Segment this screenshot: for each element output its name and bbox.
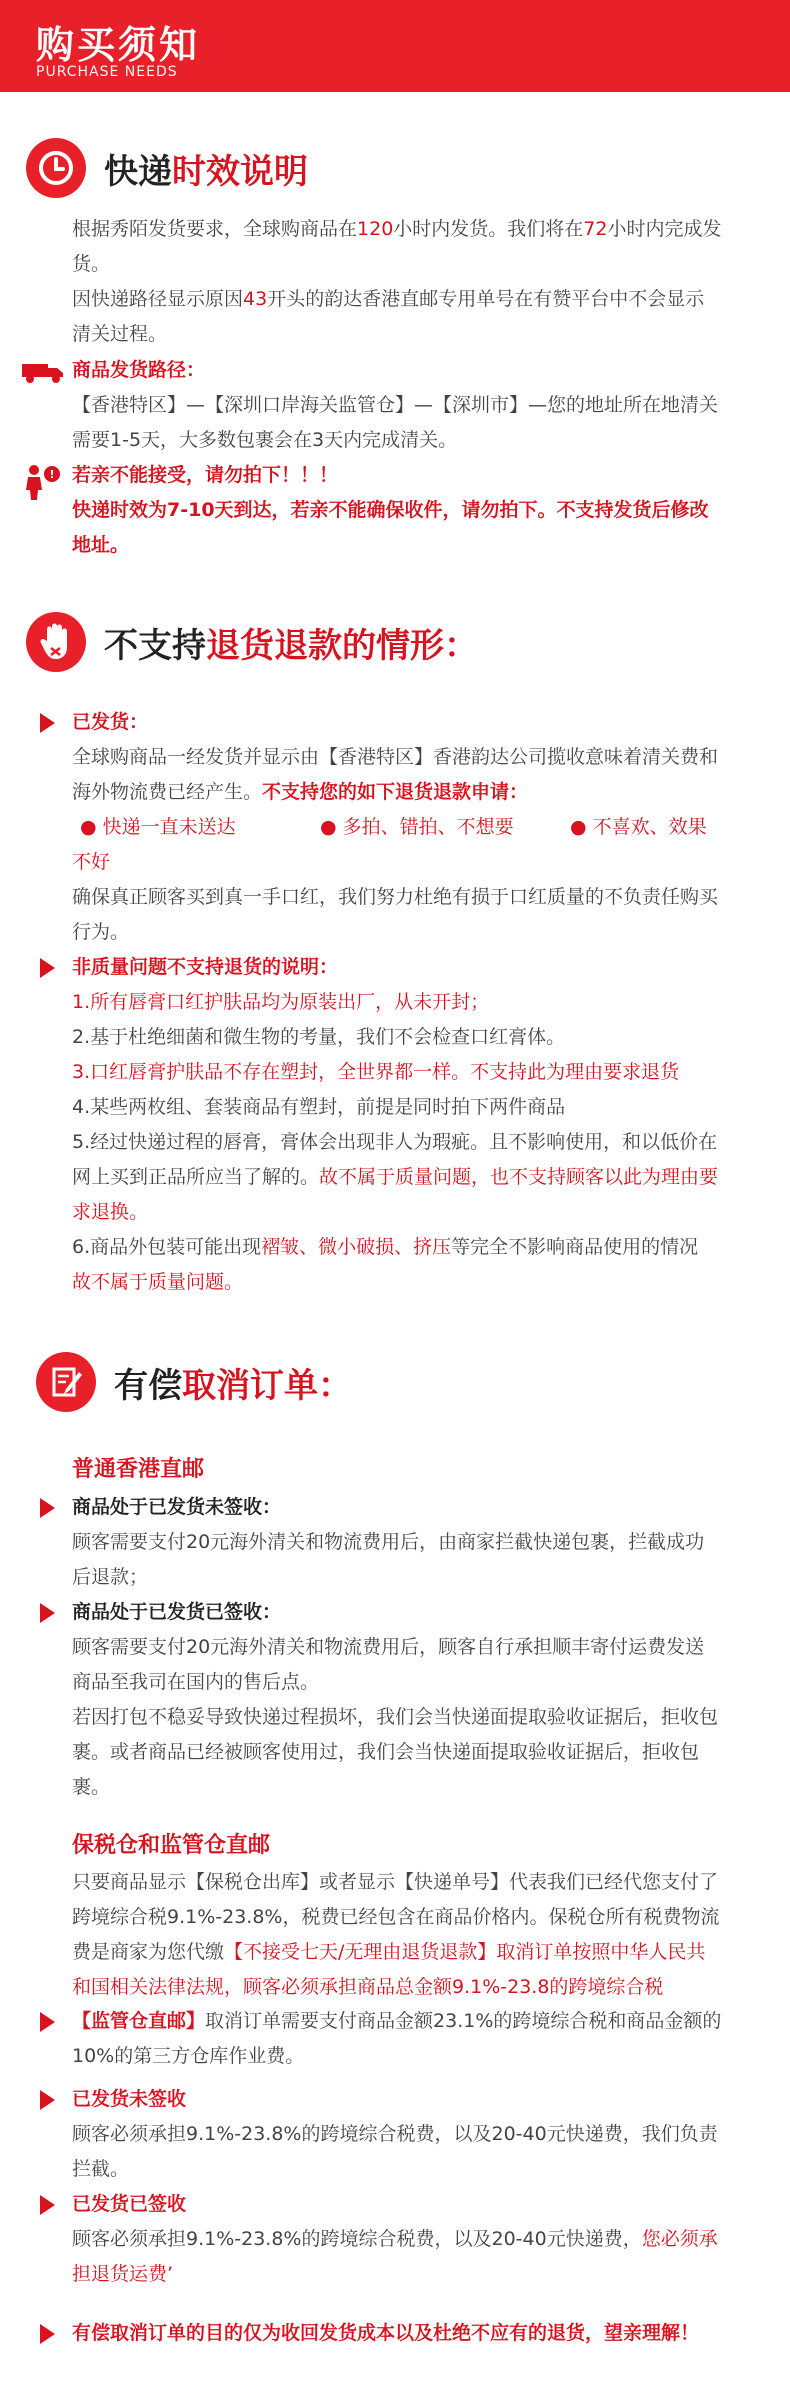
delivery-truck-icon [20, 360, 66, 388]
stop-hand-icon [26, 612, 86, 672]
non-quality-list [72, 985, 722, 1300]
warning-person-icon [22, 462, 62, 506]
bullet-dot-icon: ● [80, 816, 97, 838]
triangle-bullet-icon [40, 713, 55, 733]
page-header [0, 0, 790, 92]
delivery-paragraph: 根据秀陌发货要求，全球购商品在120小时内发货。我们将在72小时内完成发货。 因快递路径显示原因43开头的韵达香港直邮专用单号在有赞平台中不会显示清关过程。 [72, 218, 722, 345]
route-text: 【香港特区】—【深圳口岸海关监管仓】—【深圳市】—您的地址所在地清关需要1-5天，大多数包裹会在3天内完成清关。 [72, 394, 719, 451]
final-note: 有偿取消订单的目的仅为收回发货成本以及杜绝不应有的退货，望亲理解！ [72, 2322, 700, 2344]
supervised-warehouse-text: 【监管仓直邮】取消订单需要支付商品金额23.1%的跨境综合税和商品金额的10%的第三方仓库作业费。 [72, 2010, 722, 2067]
triangle-bullet-icon [40, 2195, 55, 2215]
signed-text: 顾客必须承担9.1%-23.8%的跨境综合税费，以及20-40元快递费，您必须承担退货运费’ [72, 2228, 718, 2285]
shipped-note: 确保真正顾客买到真一手口红，我们努力杜绝有损于口红质量的不负责任购买行为。 [72, 886, 719, 943]
triangle-bullet-icon [40, 2012, 55, 2032]
section-delivery-title: 快递时效说明 [26, 138, 308, 198]
nq-item-2: 2.基于杜绝细菌和微生物的考量，我们不会检查口红膏体。 [72, 1026, 566, 1048]
unsigned-label: 已发货未签收 [72, 2088, 187, 2110]
warning-text: 快递时效为7-10天到达，若亲不能确保收件，请勿拍下。不支持发货后修改地址。 [72, 499, 709, 556]
shipped-unsigned-text: 顾客需要支付20元海外清关和物流费用后，由商家拦截快递包裹，拦截成功后退款； [72, 1531, 705, 1588]
triangle-bullet-icon [40, 2090, 55, 2110]
triangle-bullet-icon [40, 1498, 55, 1518]
svg-text:!: ! [49, 468, 55, 481]
page-title: 购买须知 [36, 23, 201, 67]
nq-item-4: 4.某些两枚组、套装商品有塑封，前提是同时拍下两件商品 [72, 1096, 566, 1118]
no-refund-reasons [72, 810, 722, 880]
reason-item: 快递一直未送达 [102, 816, 236, 838]
bonded-warehouse-title: 保税仓和监管仓直邮 [72, 1833, 271, 1858]
triangle-bullet-icon [40, 958, 55, 978]
nq-item-1: 1.所有唇膏口红护肤品均为原装出厂，从未开封； [72, 991, 490, 1013]
bullet-dot-icon: ● [320, 816, 337, 838]
shipped-text: 全球购商品一经发货并显示由【香港特区】香港韵达公司揽收意味着清关费和海外物流费已经产生。不支持您的如下退货退款申请： [72, 746, 719, 803]
warning-label: 若亲不能接受，请勿拍下！！！ [72, 464, 339, 486]
edit-document-icon [36, 1352, 96, 1412]
bullet-dot-icon: ● [570, 816, 587, 838]
shipped-signed-label: 商品处于已发货已签收： [72, 1601, 282, 1623]
page-subtitle: PURCHASE NEEDS [36, 64, 178, 80]
reason-item: 多拍、错拍、不想要 [342, 816, 514, 838]
reason-item: 不喜欢、效果不好 [72, 816, 707, 873]
triangle-bullet-icon [40, 2324, 55, 2344]
nq-item-6-end: 故不属于质量问题。 [72, 1271, 244, 1293]
nq-item-6: 6.商品外包装可能出现褶皱、微小破损、挤压等完全不影响商品使用的情况 [72, 1236, 699, 1258]
triangle-bullet-icon [40, 1603, 55, 1623]
hk-direct-title: 普通香港直邮 [72, 1457, 205, 1482]
shipped-unsigned-label: 商品处于已发货未签收： [72, 1496, 282, 1518]
clock-icon [26, 138, 86, 198]
unsigned-text: 顾客必须承担9.1%-23.8%的跨境综合税费，以及20-40元快递费，我们负责拦截。 [72, 2123, 718, 2180]
shipped-signed-text: 顾客需要支付20元海外清关和物流费用后，顾客自行承担顺丰寄付运费发送商品至我司在国内的售后点。 若因打包不稳妥导致快递过程损坏，我们会当快递面提取验收证据后，拒收包裹。或者商品已经被顾客使用过，我们会当快递面提取验收证据后，拒收包裹。 [72, 1636, 719, 1798]
section-cancel-title: 有偿取消订单： [36, 1352, 352, 1412]
nq-item-3: 3.口红唇膏护肤品不存在塑封，全世界都一样。不支持此为理由要求退货 [72, 1061, 680, 1083]
bonded-warehouse-text: 只要商品显示【保税仓出库】或者显示【快递单号】代表我们已经代您支付了跨境综合税9.1%-23.8%，税费已经包含在商品价格内。保税仓所有税费物流费是商家为您代缴【不接受七天/无理由退货退款】取消订单按照中华人民共和国相关法律法规，顾客必须承担商品总金额9.1%-23.8的跨境综合税 [72, 1871, 720, 1998]
signed-label: 已发货已签收 [72, 2193, 187, 2215]
nq-item-5: 5.经过快递过程的唇膏，膏体会出现非人为瑕疵。且不影响使用，和以低价在网上买到正品所应当了解的。故不属于质量问题，也不支持顾客以此为理由要求退换。 [72, 1131, 719, 1223]
non-quality-label: 非质量问题不支持退货的说明： [72, 956, 339, 978]
shipped-label: 已发货： [72, 711, 149, 733]
route-label: 商品发货路径： [72, 359, 206, 381]
section-no-return-title: 不支持退货退款的情形： [26, 612, 478, 672]
